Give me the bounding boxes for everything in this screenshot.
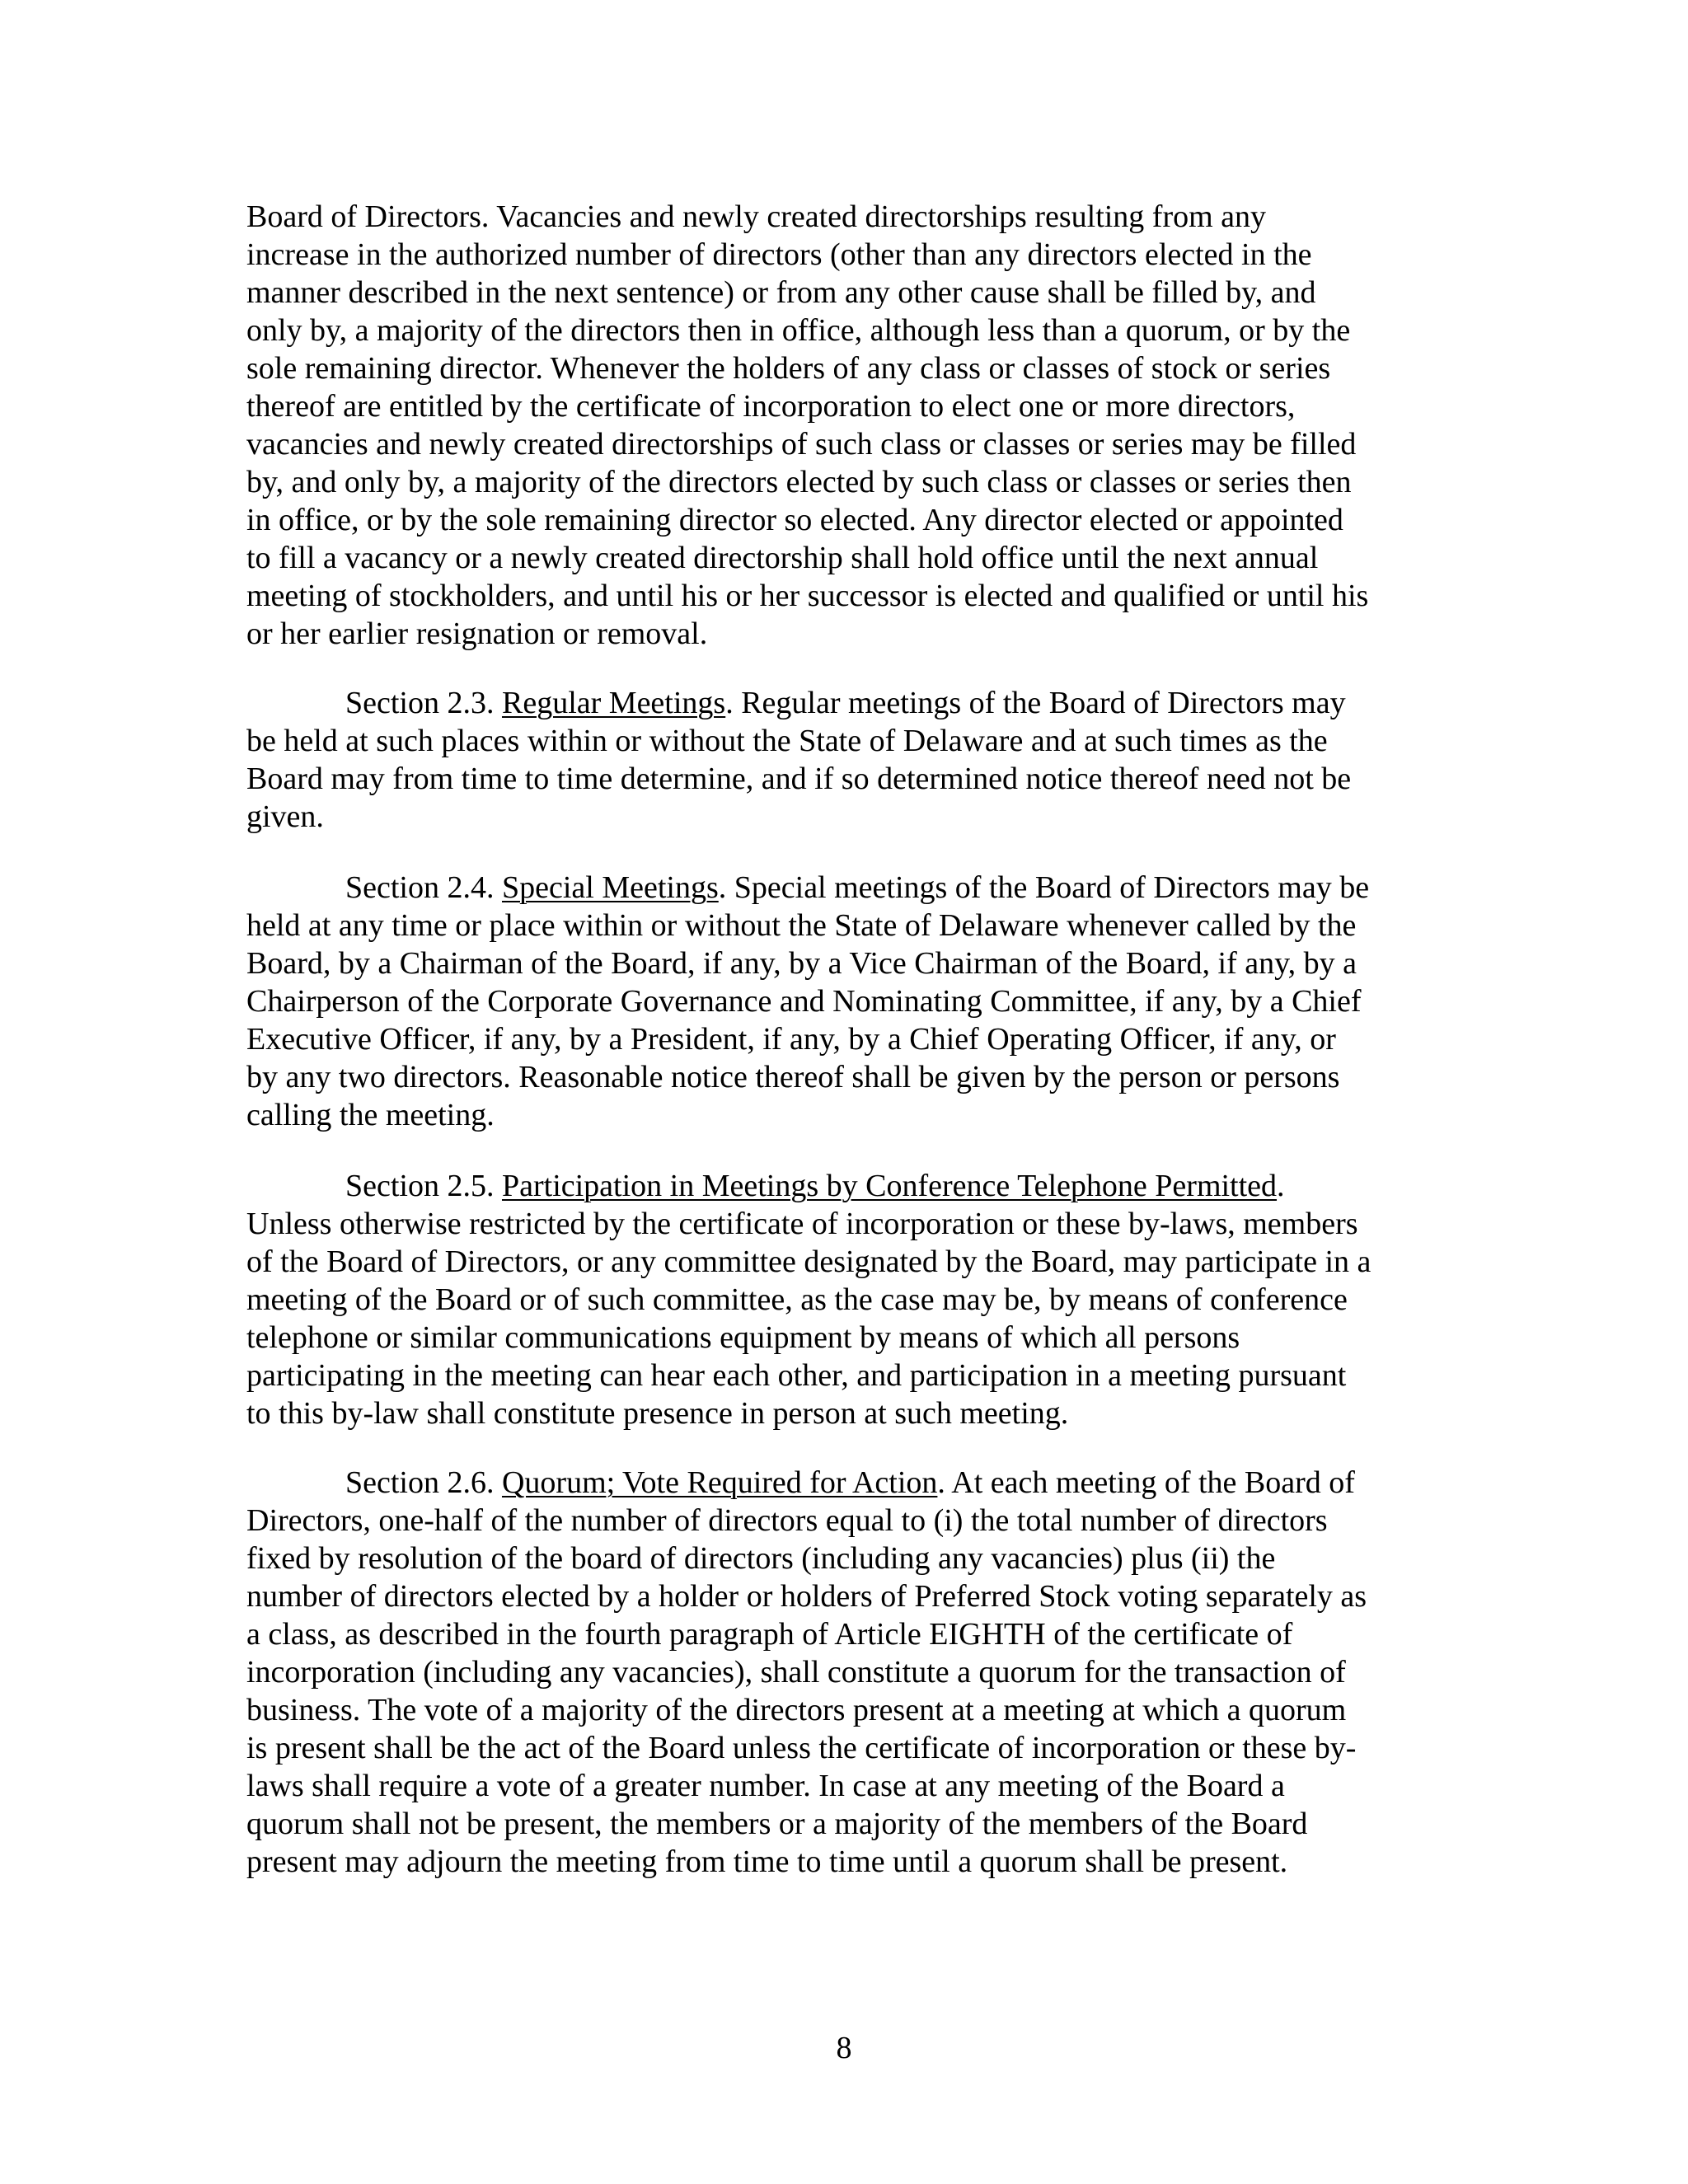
section-heading: Quorum; Vote Required for Action: [501, 1465, 938, 1500]
text-line: business. The vote of a majority of the directors present at a meeting at which a quorum: [246, 1693, 1347, 1727]
text-line: Board may from time to time determine, and if so determined notice thereof need not be: [246, 762, 1352, 796]
text-line: thereof are entitled by the certificate of incorporation to elect one or more directors,: [246, 389, 1296, 424]
section-heading: Regular Meetings: [501, 686, 726, 720]
section-number: Section 2.5.: [345, 1169, 495, 1203]
text-line: a class, as described in the fourth paragraph of Article EIGHTH of the certificate of: [246, 1617, 1293, 1652]
text-line: number of directors elected by a holder or holders of Preferred Stock voting separately as: [246, 1579, 1367, 1614]
text-line: laws shall require a vote of a greater number. In case at any meeting of the Board a: [246, 1769, 1285, 1803]
text-line: participating in the meeting can hear each other, and participation in a meeting pursuant: [246, 1358, 1347, 1393]
text-line: given.: [246, 799, 324, 834]
section-number: Section 2.4.: [345, 870, 495, 905]
text-line: held at any time or place within or without the State of Delaware whenever called by the: [246, 908, 1357, 943]
text-line: sole remaining director. Whenever the holders of any class or classes of stock or series: [246, 351, 1331, 386]
text-line: manner described in the next sentence) or from any other cause shall be filled by, and: [246, 275, 1316, 310]
text-line: be held at such places within or without the State of Delaware and at such times as the: [246, 724, 1328, 758]
text-line: to this by-law shall constitute presence in person at such meeting.: [246, 1396, 1069, 1431]
section-2-3-paragraph: [246, 684, 1443, 836]
section-2-5-paragraph: [246, 1167, 1443, 1432]
text-line: or her earlier resignation or removal.: [246, 616, 708, 651]
text-line: Chairperson of the Corporate Governance and Nominating Committee, if any, by a Chief: [246, 984, 1362, 1019]
page-number: 8: [836, 2031, 852, 2065]
text-line: quorum shall not be present, the members or a majority of the members of the Board: [246, 1807, 1308, 1841]
section-first-line-rest: . At each meeting of the Board of: [937, 1465, 1355, 1500]
section-first-line-rest: .: [1277, 1169, 1285, 1203]
text-line: meeting of the Board or of such committee, as the case may be, by means of conference: [246, 1282, 1348, 1317]
text-line: in office, or by the sole remaining director so elected. Any director elected or appointed: [246, 503, 1343, 537]
text-line: telephone or similar communications equipment by means of which all persons: [246, 1320, 1240, 1355]
text-line: only by, a majority of the directors then in office, although less than a quorum, or by the: [246, 313, 1351, 348]
text-line: by any two directors. Reasonable notice thereof shall be given by the person or persons: [246, 1060, 1340, 1094]
section-2-6-paragraph: [246, 1464, 1443, 1881]
text-line: Executive Officer, if any, by a President, if any, by a Chief Operating Officer, if any, or: [246, 1022, 1336, 1057]
section-number: Section 2.6.: [345, 1465, 495, 1500]
section-first-line: [246, 1464, 1443, 1502]
text-line: vacancies and newly created directorships of such class or classes or series may be filled: [246, 427, 1357, 462]
section-first-line-rest: . Special meetings of the Board of Directors may be: [718, 870, 1370, 905]
section-number: Section 2.3.: [345, 686, 495, 720]
text-line: to fill a vacancy or a newly created directorship shall hold office until the next annual: [246, 541, 1319, 575]
text-line: by, and only by, a majority of the directors elected by such class or classes or series then: [246, 465, 1352, 499]
text-line: present may adjourn the meeting from time to time until a quorum shall be present.: [246, 1844, 1288, 1879]
text-line: calling the meeting.: [246, 1098, 495, 1132]
section-first-line: [246, 1167, 1443, 1205]
text-line: Board of Directors. Vacancies and newly created directorships resulting from any: [246, 199, 1267, 234]
text-line: is present shall be the act of the Board unless the certificate of incorporation or these by-: [246, 1731, 1357, 1765]
text-line: meeting of stockholders, and until his or her successor is elected and qualified or until his: [246, 579, 1369, 613]
section-heading: Special Meetings: [501, 870, 719, 905]
text-line: Directors, one-half of the number of directors equal to (i) the total number of directors: [246, 1503, 1328, 1538]
section-2-4-paragraph: [246, 869, 1443, 1134]
section-first-line: [246, 684, 1443, 722]
paragraph-continuation: [246, 198, 1443, 653]
text-line: of the Board of Directors, or any committee designated by the Board, may participate in a: [246, 1244, 1372, 1279]
text-line: fixed by resolution of the board of directors (including any vacancies) plus (ii) the: [246, 1541, 1276, 1576]
section-first-line-rest: . Regular meetings of the Board of Directors may: [725, 686, 1346, 720]
text-line: Unless otherwise restricted by the certificate of incorporation or these by-laws, members: [246, 1207, 1358, 1241]
text-line: Board, by a Chairman of the Board, if any, by a Vice Chairman of the Board, if any, by a: [246, 946, 1357, 981]
text-line: incorporation (including any vacancies), shall constitute a quorum for the transaction of: [246, 1655, 1346, 1690]
section-heading: Participation in Meetings by Conference Telephone Permitted: [501, 1169, 1278, 1203]
section-first-line: [246, 869, 1443, 907]
text-line: increase in the authorized number of directors (other than any directors elected in the: [246, 237, 1312, 272]
